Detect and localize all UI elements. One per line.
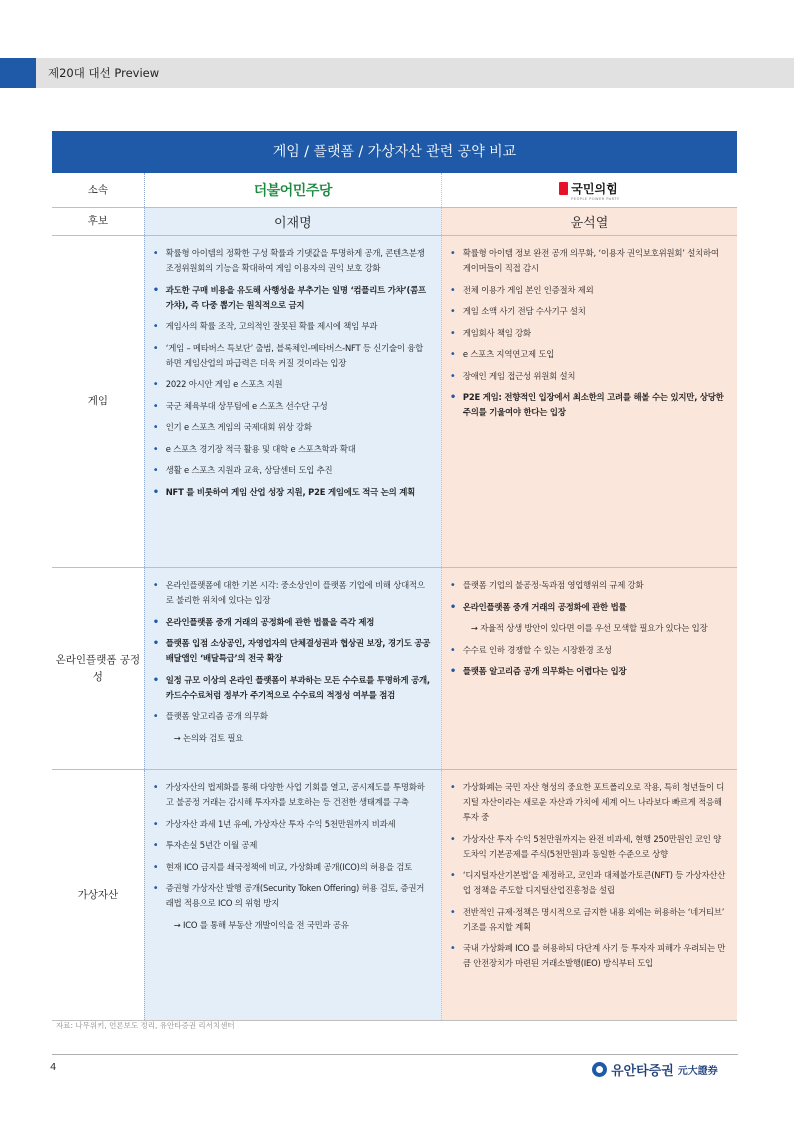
- people-power-party-logo: [559, 180, 619, 201]
- pledge-item: • 증권형 가상자산 발행 공개(Security Token Offering) 허용 검토, 증권거래법 적용으로 ICO 의 위험 방지: [152, 881, 431, 911]
- pledge-item: → ICO 를 통해 부동산 개발이익을 전 국민과 공유: [173, 919, 349, 930]
- candidate2-name: 윤석열: [441, 208, 737, 235]
- pledge-item: → 논의와 검토 필요: [173, 732, 244, 743]
- candidate1-name: 이재명: [144, 208, 441, 235]
- pledge-item: • ‘게임 – 메타버스 특보단’ 출범, 블록체인-메타버스-NFT 등 신기술이 융합하면 게임산업의 파급력은 더욱 커질 것이라는 입장: [152, 341, 431, 371]
- brand-logo: [592, 1060, 718, 1079]
- pledge-item: • 국내 가상화폐 ICO 를 허용하되 다단계 사기 등 투자자 피해가 우려되는 만큼 안전장치가 마련된 거래소발행(IEO) 방식부터 도입: [449, 941, 727, 971]
- pledge-item: • 플랫폼 알고리즘 공개 의무화: [152, 709, 431, 724]
- pledge-item: • 전체 이용가 게임 본인 인증절차 제외: [449, 283, 727, 298]
- pledge-item: • 게임사의 확률 조작, 고의적인 잘못된 확률 제시에 책임 부과: [152, 319, 431, 334]
- pledge-item: • 수수료 인하 경쟁할 수 있는 시장환경 조성: [449, 643, 727, 658]
- comparison-table: [52, 131, 737, 1021]
- pledge-item: • 장애인 게임 접근성 위원회 설치: [449, 369, 727, 384]
- header-title: 제20대 대선 Preview: [48, 66, 160, 80]
- pledge-item: • 가상자산의 법제화를 통해 다양한 사업 기회를 열고, 공시제도를 투명화하고 불공정 거래는 감시해 투자자를 보호하는 등 건전한 생태계를 구축: [152, 780, 431, 810]
- pledge-item: • P2E 게임: 전향적인 입장에서 최소한의 고려를 해볼 수는 있지만, 상당한 주의를 기울여야 한다는 입장: [449, 390, 727, 420]
- pledge-item: • 플랫폼 입점 소상공인, 자영업자의 단체결성권과 협상권 보장, 경기도 공공배달앱인 ‘배달특급’의 전국 확장: [152, 636, 431, 666]
- brand-icon: [592, 1062, 607, 1077]
- party-mark-icon: [559, 182, 568, 195]
- pledge-item: • 2022 아시안 게임 e 스포츠 지원: [152, 377, 431, 392]
- party2-cell: [441, 173, 737, 207]
- candidate-label: 후보: [87, 215, 109, 227]
- page-number: 4: [50, 1062, 57, 1073]
- pledge-item: • 과도한 구매 비용을 유도해 사행성을 부추기는 일명 ‘컴플리트 가챠’(콤프가챠), 즉 다중 뽑기는 원칙적으로 금지: [152, 283, 431, 313]
- footer-divider: [52, 1054, 738, 1055]
- party2-logo-text: 국민의힘: [571, 181, 618, 196]
- pledge-item: • 플랫폼 기업의 불공정·독과점 영업행위의 규제 강화: [449, 578, 727, 593]
- pledge-list: [442, 568, 737, 694]
- pledge-item: • 일정 규모 이상의 온라인 플랫폼이 부과하는 모든 수수료를 투명하게 공개, 카드수수료처럼 정부가 주기적으로 수수료의 적정성 여부를 점검: [152, 673, 431, 703]
- pledge-item: • 가상자산 과세 1년 유예, 가상자산 투자 수익 5천만원까지 비과세: [152, 817, 431, 832]
- pledge-item: • 온라인플랫폼 중개 거래의 공정화에 관한 법률을 즉각 제정: [152, 615, 431, 630]
- section-label: 게임: [87, 395, 109, 407]
- pledge-item: • 게임회사 책임 강화: [449, 326, 727, 341]
- pledge-item: • 확률형 아이템의 정확한 구성 확률과 기댓값을 투명하게 공개, 콘텐츠분쟁조정위원회의 기능을 확대하여 게임 이용자의 권익 보호 강화: [152, 246, 431, 276]
- pledge-list: [145, 770, 441, 947]
- pledge-item: • 게임 소액 사기 전담 수사기구 설치: [449, 304, 727, 319]
- pledge-list: [442, 236, 737, 435]
- policy-sections: [52, 236, 737, 1021]
- pledge-list: [145, 568, 441, 760]
- pledge-item: • 현재 ICO 금지를 쇄국정책에 비교, 가상화폐 공개(ICO)의 허용을 검토: [152, 860, 431, 875]
- pledge-item: • 국군 체육부대 상무팀에 e 스포츠 선수단 구성: [152, 399, 431, 414]
- section-row: [52, 236, 737, 568]
- party1-cell: [144, 173, 441, 207]
- party-label: 소속: [87, 183, 109, 196]
- pledge-item: • e 스포츠 경기장 적극 활용 및 대학 e 스포츠학과 확대: [152, 442, 431, 457]
- pledge-list: [442, 770, 737, 986]
- section-row: [52, 568, 737, 770]
- pledge-item: • e 스포츠 지역연고제 도입: [449, 347, 727, 362]
- right-pledges-cell: [441, 236, 737, 567]
- democratic-party-logo: 더불어민주당: [253, 183, 332, 199]
- section-label: 가상자산: [77, 888, 119, 901]
- pledge-list: [145, 236, 441, 514]
- party-row: [52, 173, 737, 208]
- candidate-row: [52, 208, 737, 236]
- left-pledges-cell: [144, 236, 441, 567]
- pledge-item: • 투자손실 5년간 이월 공제: [152, 838, 431, 853]
- left-pledges-cell: [144, 770, 441, 1020]
- pledge-item: • 전반적인 규제·정책은 명시적으로 금지한 내용 외에는 허용하는 ‘네거티브’ 기조를 유지할 계획: [449, 905, 727, 935]
- section-label: 온라인플랫폼 공정성: [55, 653, 141, 683]
- pledge-item: • 인기 e 스포츠 게임의 국제대회 위상 강화: [152, 420, 431, 435]
- pledge-item: • 가상화폐는 국민 자산 형성의 중요한 포트폴리오로 작용, 특히 청년들이 디지털 자산이라는 새로운 자산과 가치에 세계 어느 나라보다 빠르게 적응해 투자 중: [449, 780, 727, 825]
- pledge-item: • 가상자산 투자 수익 5천만원까지는 완전 비과세, 현행 250만원인 코인 양도차익 기본공제를 주식(5천만원)과 동일한 수준으로 상향: [449, 832, 727, 862]
- pledge-item: • 플랫폼 알고리즘 공개 의무화는 어렵다는 입장: [449, 664, 727, 679]
- pledge-item: • 온라인플랫폼 중개 거래의 공정화에 관한 법률: [449, 600, 727, 615]
- left-pledges-cell: [144, 568, 441, 769]
- table-title: 게임 / 플랫폼 / 가상자산 관련 공약 비교: [52, 131, 737, 173]
- brand-name: 유안타증권: [611, 1064, 674, 1079]
- brand-name-cn: 元大證券: [677, 1066, 718, 1077]
- header-bar: [0, 58, 794, 88]
- pledge-item: → 자율적 상생 방안이 있다면 이를 우선 모색할 필요가 있다는 입장: [470, 623, 708, 633]
- pledge-item: • 온라인플랫폼에 대한 기본 시각: 중소상인이 플랫폼 기업에 비해 상대적으로 불리한 위치에 있다는 입장: [152, 578, 431, 608]
- pledge-item: • ‘디지털자산기본법’을 제정하고, 코인과 대체불가토큰(NFT) 등 가상자산산업 정책을 주도할 디지털산업진흥청을 설립: [449, 868, 727, 898]
- section-row: [52, 770, 737, 1021]
- header-accent: [0, 58, 36, 88]
- right-pledges-cell: [441, 568, 737, 769]
- party2-logo-sub: PEOPLE POWER PARTY: [571, 196, 620, 201]
- pledge-item: • 생활 e 스포츠 지원과 교육, 상담센터 도입 추진: [152, 463, 431, 478]
- pledge-item: • NFT 를 비롯하여 게임 산업 성장 지원, P2E 게임에도 적극 논의 계획: [152, 485, 431, 500]
- right-pledges-cell: [441, 770, 737, 1020]
- source-note: 자료: 나무위키, 언론보도 정리, 유안타증권 리서치센터: [56, 1021, 235, 1030]
- pledge-item: • 확률형 아이템 정보 완전 공개 의무화, ‘이용자 권익보호위원회’ 설치하여 게이머들이 직접 감시: [449, 246, 727, 276]
